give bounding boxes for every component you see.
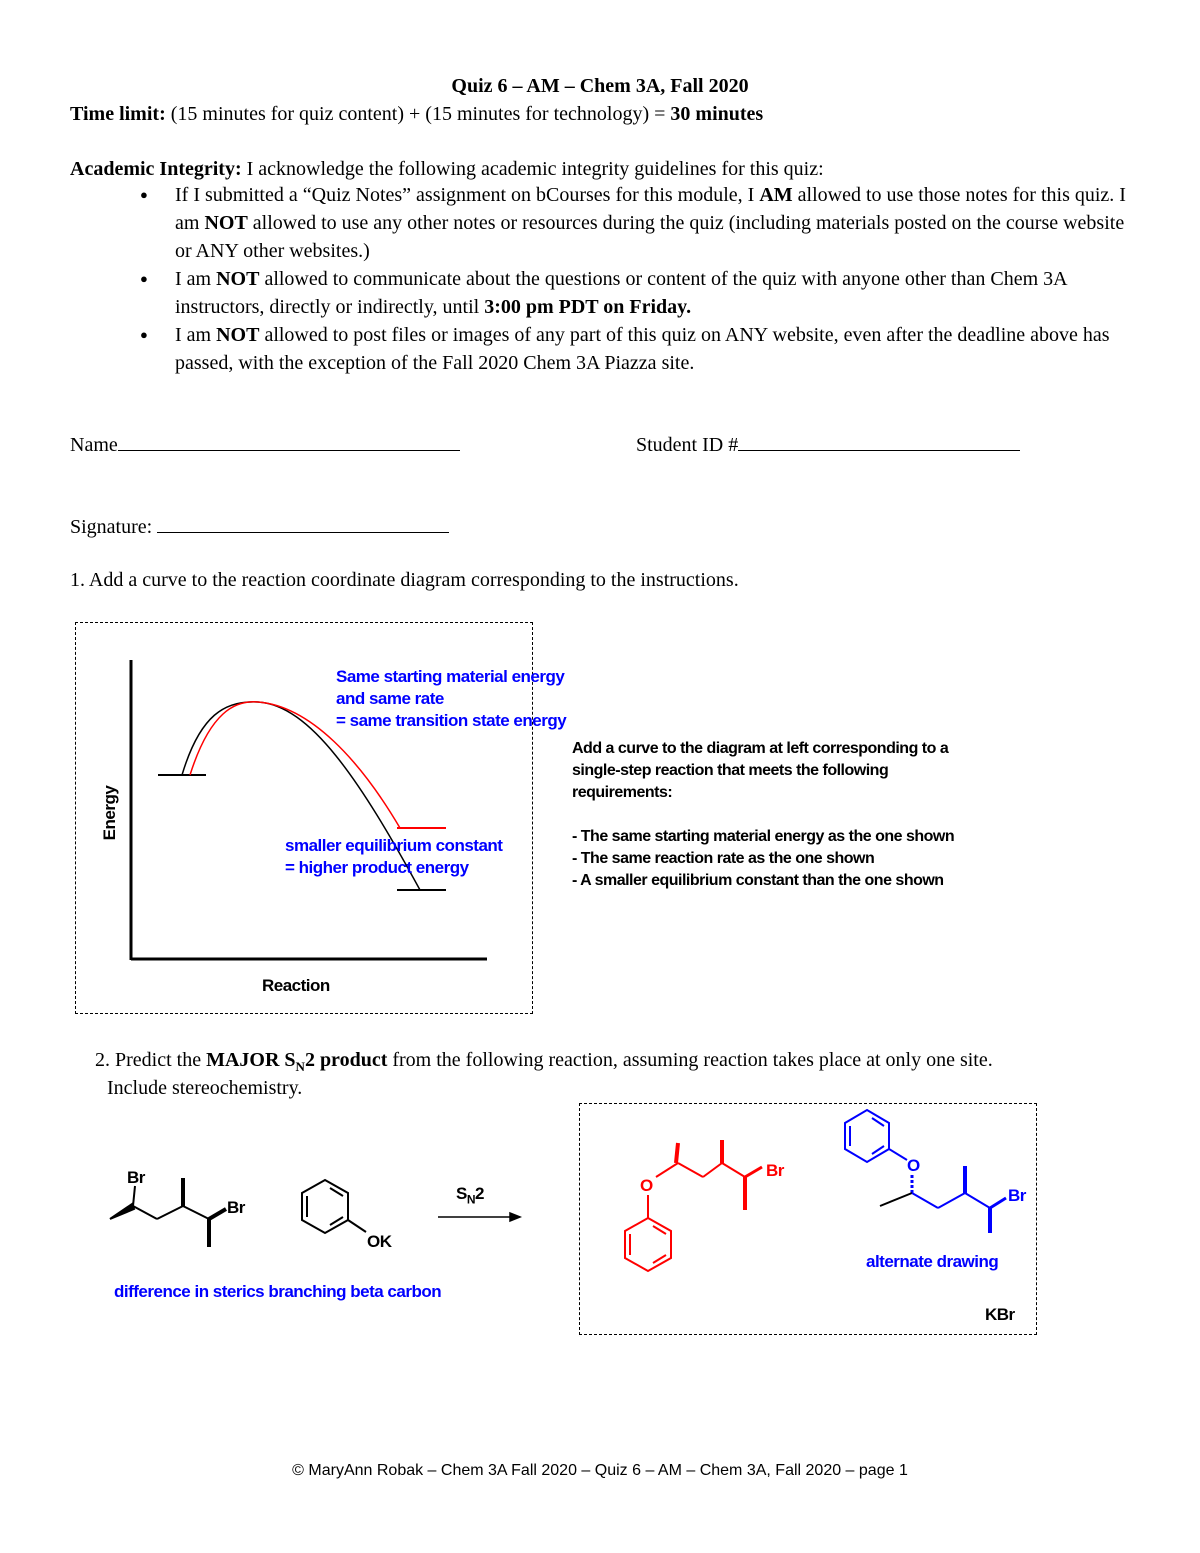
ok-label: OK — [367, 1232, 392, 1251]
page-title: Quiz 6 – AM – Chem 3A, Fall 2020 — [451, 75, 749, 97]
phenoxide — [302, 1180, 366, 1233]
starting-material — [110, 1178, 226, 1247]
alt-o-label: O — [907, 1156, 920, 1175]
note-sterics: difference in sterics branching beta carbon — [114, 1282, 442, 1301]
integrity-bullet-1: ● If I submitted a “Quiz Notes” assignment on bCourses for this module, I AM allowed to use those notes for this quiz. I am NOT allowed to use any other notes or resources during the quiz (including materials posted on the course website or ANY other websites.) — [140, 181, 1140, 265]
integrity-bullet-2: ● I am NOT allowed to communicate about the questions or content of the quiz with anyone other than Chem 3A instructors, directly or indirectly, until 3:00 pm PDT on Friday. — [140, 265, 1140, 321]
note-transition-state: Same starting material energy and same rate = same transition state energy — [336, 667, 567, 730]
note-product-energy: smaller equilibrium constant = higher product energy — [285, 836, 503, 877]
q1-prompt: 1. Add a curve to the reaction coordinate diagram corresponding to the instructions. — [70, 569, 739, 591]
kbr-label: KBr — [985, 1305, 1015, 1324]
reaction-arrow — [438, 1213, 520, 1221]
y-axis-label: Energy — [100, 785, 119, 841]
product-o-label: O — [640, 1176, 653, 1195]
page-footer: © MaryAnn Robak – Chem 3A Fall 2020 – Quiz 6 – AM – Chem 3A, Fall 2020 – page 1 — [292, 1462, 908, 1479]
product-br-label: Br — [766, 1161, 784, 1180]
alt-br-label: Br — [1008, 1186, 1026, 1205]
time-limit-label: Time limit: — [70, 103, 166, 125]
time-limit-text: (15 minutes for quiz content) + (15 minutes for technology) = — [165, 103, 671, 125]
q2-prompt-line2: Include stereochemistry. — [107, 1077, 303, 1099]
reagent-label: $S_N2$ — [456, 1184, 484, 1207]
q2-prompt: 2. Predict the MAJOR $S_N2$ product from the following reaction, assuming reaction takes place at only one site. — [95, 1049, 993, 1074]
product-red — [625, 1140, 762, 1271]
alternate-drawing-label: alternate drawing — [866, 1252, 999, 1271]
signature-label: Signature: — [70, 516, 158, 538]
name-label: Name — [70, 434, 118, 456]
q1-instructions: Add a curve to the diagram at left corresponding to a single-step reaction that meets the following requirements: - The same starting material energy as the one shown - The same reaction rate as the one shown - A smaller equilibrium constant than the one shown — [572, 740, 955, 889]
br-label-1: Br — [127, 1168, 145, 1187]
product-blue — [845, 1110, 1006, 1233]
x-axis-label: Reaction — [262, 976, 330, 995]
integrity-bullet-3: ● I am NOT allowed to post files or images of any part of this quiz on ANY website, even after the deadline above has passed, with the exception of the Fall 2020 Chem 3A Piazza site. — [140, 321, 1140, 377]
student-id-label: Student ID # — [636, 434, 739, 456]
integrity-intro-text: I acknowledge the following academic integrity guidelines for this quiz: — [241, 158, 824, 180]
integrity-label: Academic Integrity: — [70, 158, 242, 180]
time-limit-total: 30 minutes — [670, 103, 764, 125]
br-label-2: Br — [227, 1198, 245, 1217]
